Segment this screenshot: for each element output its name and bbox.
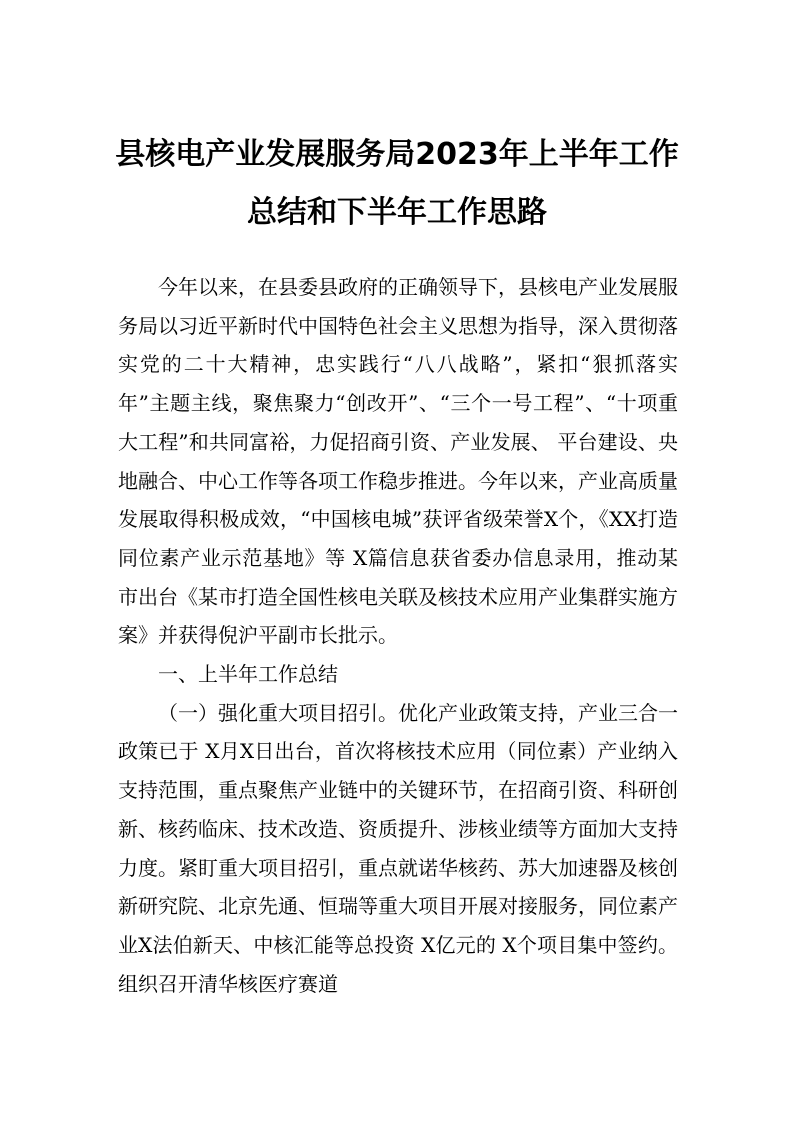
document-title-line-1: 县核电产业发展服务局2023年上半年工作: [115, 137, 679, 172]
paragraph-intro: 今年以来，在县委县政府的正确领导下，县核电产业发展服务局以习近平新时代中国特色社会主义思想为指导，深入贯彻落实党的二十大精神，忠实践行“八八战略”，紧扣“狠抓落实年”主题主线，聚焦聚力“创改开”、“三个一号工程”、“十项重大工程”和共同富裕，力促招商引资、产业发展、 平台建设、央地融合、中心工作等各项工作稳步推进。今年以来，产业高质量发展取得积极成效，“中国核电城”获评省级荣誉X个，《XX打造同位素产业示范基地》等 X篇信息获省委办信息录用，推动某市出台《某市打造全国性核电关联及核技术应用产业集群实施方案》并获得倪沪平副市长批示。: [118, 275, 678, 648]
document-body: [118, 268, 678, 1003]
document-title-line-2: 总结和下半年工作思路: [247, 195, 547, 230]
paragraph-section-1-1: （一）强化重大项目招引。优化产业政策支持，产业三合一政策已于 X月X日出台，首次将核技术应用（同位素）产业纳入支持范围，重点聚焦产业链中的关键环节，在招商引资、科研创新、核药临床、技术改造、资质提升、涉核业绩等方面加大支持力度。紧盯重大项目招引，重点就诺华核药、苏大加速器及核创新研究院、北京先通、恒瑞等重大项目开展对接服务，同位素产业X法伯新天、中核汇能等总投资 X亿元的 X个项目集中签约。组织召开清华核医疗赛道: [118, 700, 678, 996]
section-heading-1: 一、上半年工作总结: [158, 662, 338, 687]
